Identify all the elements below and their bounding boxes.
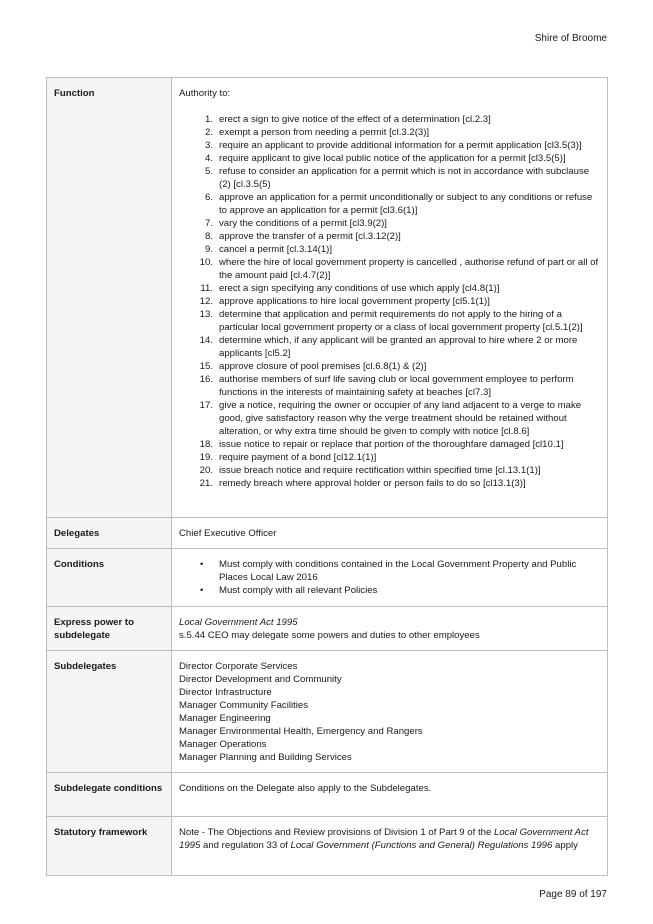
bullet-icon: • (200, 559, 204, 570)
function-item-text: require an applicant to provide additional information for a permit application [cl3.5(3)] (219, 140, 582, 151)
express-power-value (172, 607, 608, 651)
function-item (179, 113, 599, 126)
function-item-text: give a notice, requiring the owner or occupier of any land adjacent to a verge to make good, give satisfactory reason why the verge treatment should be retained without alteration, or why extra time should be given to comply with notice [cl.8.6] (219, 400, 582, 437)
function-item (179, 451, 599, 464)
function-item-text: approve an application for a permit unconditionally or subject to any conditions or refuse to approve an application for a permit [cl3.6(1)] (219, 192, 593, 216)
function-row (47, 78, 608, 518)
delegates-value: Chief Executive Officer (172, 518, 608, 549)
conditions-row (47, 549, 608, 607)
function-item-number: 20. (199, 465, 213, 476)
bullet-icon: • (200, 585, 204, 596)
function-item (179, 308, 599, 334)
function-item-number: 13. (199, 309, 213, 320)
subdelegate-item: Manager Operations (179, 739, 267, 750)
function-item (179, 126, 599, 139)
function-value (172, 78, 608, 518)
subdelegate-item: Director Corporate Services (179, 661, 298, 672)
express-power-act: Local Government Act 1995 (179, 617, 298, 628)
function-item-number: 21. (199, 478, 213, 489)
function-item-text: approve applications to hire local government property [cl5.1(1)] (219, 296, 490, 307)
conditions-list (179, 558, 599, 597)
function-item (179, 152, 599, 165)
statutory-text-3: apply (552, 840, 578, 851)
function-item-text: issue notice to repair or replace that portion of the thoroughfare damaged [cl10.1] (219, 439, 564, 450)
function-item (179, 477, 599, 490)
function-item (179, 139, 599, 152)
conditions-value (172, 549, 608, 607)
function-item (179, 282, 599, 295)
function-item-number: 8. (204, 231, 213, 242)
function-item (179, 243, 599, 256)
conditions-label: Conditions (47, 549, 172, 607)
function-item-text: issue breach notice and require rectification within specified time [cl.13.1(1)] (219, 465, 541, 476)
function-item (179, 230, 599, 243)
subdelegate-item: Director Development and Community (179, 674, 342, 685)
statutory-row (47, 817, 608, 876)
function-item (179, 334, 599, 360)
function-item (179, 360, 599, 373)
function-item (179, 399, 599, 438)
statutory-value (172, 817, 608, 876)
condition-item (179, 558, 599, 584)
function-item-text: cancel a permit [cl.3.14(1)] (219, 244, 333, 255)
delegates-row (47, 518, 608, 549)
function-item-text: require applicant to give local public notice of the application for a permit [cl3.5(5)] (219, 153, 566, 164)
subdelegate-item: Manager Community Facilities (179, 700, 309, 711)
function-item-number: 1. (204, 114, 213, 125)
function-item-number: 19. (199, 452, 213, 463)
function-item-number: 9. (204, 244, 213, 255)
page-number: Page 89 of 197 (539, 889, 607, 900)
function-item-number: 18. (199, 439, 213, 450)
function-item-number: 14. (199, 335, 213, 346)
condition-item (179, 584, 599, 597)
subdelegate-item: Director Infrastructure (179, 687, 272, 698)
subdelegate-conditions-label: Subdelegate conditions (47, 773, 172, 817)
function-item-text: approve the transfer of a permit [cl.3.12(2)] (219, 231, 401, 242)
function-item (179, 373, 599, 399)
subdelegates-label: Subdelegates (47, 651, 172, 773)
subdelegate-conditions-value: Conditions on the Delegate also apply to the Subdelegates. (172, 773, 608, 817)
function-item-text: remedy breach where approval holder or person fails to do so [cl13.1(3)] (219, 478, 526, 489)
subdelegate-item: Manager Engineering (179, 713, 271, 724)
function-item-number: 6. (204, 192, 213, 203)
function-item-text: require payment of a bond [cl12.1(1)] (219, 452, 377, 463)
function-item (179, 217, 599, 230)
subdelegates-list (179, 660, 599, 764)
function-item-text: vary the conditions of a permit [cl3.9(2)] (219, 218, 387, 229)
function-item (179, 295, 599, 308)
subdelegate-item: Manager Planning and Building Services (179, 752, 352, 763)
function-item-number: 12. (199, 296, 213, 307)
condition-text: Must comply with all relevant Policies (219, 585, 378, 596)
subdelegates-row (47, 651, 608, 773)
function-item (179, 256, 599, 282)
function-item-text: authorise members of surf life saving club or local government employee to perform functions in the interests of maintaining safety at beaches [cl7.3] (219, 374, 574, 398)
function-item-number: 3. (204, 140, 213, 151)
authority-intro: Authority to: (179, 88, 231, 99)
document-header: Shire of Broome (534, 33, 607, 44)
subdelegates-value (172, 651, 608, 773)
delegates-label: Delegates (47, 518, 172, 549)
express-power-label: Express power to subdelegate (47, 607, 172, 651)
express-power-text: s.5.44 CEO may delegate some powers and duties to other employees (179, 630, 480, 641)
function-item-text: determine which, if any applicant will be granted an approval to hire where 2 or more applicants [cl5.2] (219, 335, 578, 359)
function-item (179, 464, 599, 477)
subdelegate-conditions-row (47, 773, 608, 817)
function-label: Function (47, 78, 172, 518)
function-item-number: 11. (200, 283, 213, 294)
function-item-text: refuse to consider an application for a permit which is not in accordance with subclause (2) [cl.3.5(5) (219, 166, 590, 190)
statutory-text-2: and regulation 33 of (200, 840, 291, 851)
statutory-label: Statutory framework (47, 817, 172, 876)
function-item-text: determine that application and permit requirements do not apply to the hiring of a particular local government property or a class of local government property [cl.5.1(2)] (219, 309, 583, 333)
function-item-number: 15. (199, 361, 213, 372)
express-power-row (47, 607, 608, 651)
function-item-text: exempt a person from needing a permit [cl.3.2(3)] (219, 127, 430, 138)
condition-text: Must comply with conditions contained in the Local Government Property and Public Places Local Law 2016 (219, 559, 577, 583)
function-item (179, 191, 599, 217)
function-list (179, 113, 599, 490)
statutory-regulations: Local Government (Functions and General) Regulations 1996 (290, 840, 553, 851)
function-item-text: erect a sign specifying any conditions of use which apply [cl4.8(1)] (219, 283, 500, 294)
function-item-number: 16. (199, 374, 213, 385)
function-item-number: 17. (199, 400, 213, 411)
function-item-number: 7. (204, 218, 213, 229)
function-item-text: erect a sign to give notice of the effect of a determination [cl.2.3] (219, 114, 491, 125)
subdelegate-item: Manager Environmental Health, Emergency and Rangers (179, 726, 423, 737)
delegation-table (46, 77, 608, 876)
function-item-number: 5. (204, 166, 213, 177)
function-item (179, 438, 599, 451)
function-item-text: where the hire of local government property is cancelled , authorise refund of part or all of the amount paid [cl.4.7(2)] (219, 257, 599, 281)
function-item (179, 165, 599, 191)
statutory-text-1: Note - The Objections and Review provisions of Division 1 of Part 9 of the (179, 827, 494, 838)
function-item-text: approve closure of pool premises [cl.6.8(1) & (2)] (219, 361, 427, 372)
function-item-number: 2. (204, 127, 213, 138)
statutory-act: Local Government Act 1995 (179, 827, 589, 851)
function-item-number: 10. (199, 257, 213, 268)
function-item-number: 4. (204, 153, 213, 164)
